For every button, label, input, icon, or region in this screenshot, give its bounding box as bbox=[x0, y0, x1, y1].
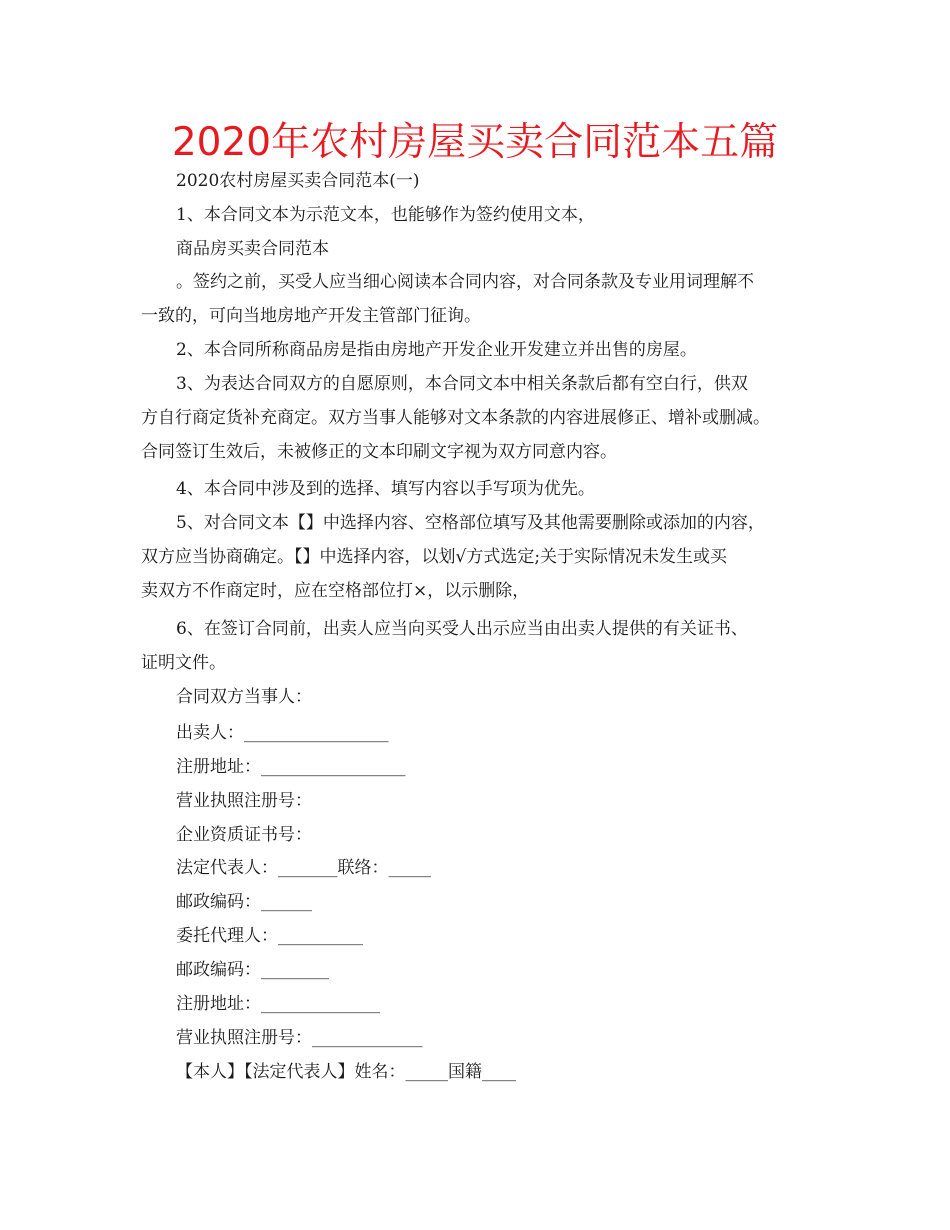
paragraph-line: 5、对合同文本【】中选择内容、空格部位填写及其他需要删除或添加的内容， bbox=[176, 513, 765, 533]
section-heading: 2020农村房屋买卖合同范本(一) bbox=[176, 171, 420, 191]
document-title: 2020年农村房屋买卖合同范本五篇 bbox=[171, 120, 779, 165]
paragraph-line: 2、本合同所称商品房是指由房地产开发企业开发建立并出售的房屋。 bbox=[176, 340, 697, 360]
form-field: 邮政编码：______ bbox=[176, 892, 312, 912]
form-field: 【本人】【法定代表人】姓名：_____国籍____ bbox=[176, 1062, 516, 1082]
form-field: 注册地址：_________________ bbox=[176, 757, 406, 777]
form-label: 合同双方当事人： bbox=[176, 687, 312, 707]
form-field: 出卖人：_________________ bbox=[176, 723, 389, 743]
form-field: 邮政编码：________ bbox=[176, 960, 329, 980]
paragraph-line: 。签约之前，买受人应当细心阅读本合同内容，对合同条款及专业用词理解不 bbox=[176, 272, 754, 292]
form-field: 营业执照注册号： bbox=[176, 791, 312, 811]
paragraph-line: 1、本合同文本为示范文本，也能够作为签约使用文本， bbox=[176, 205, 595, 225]
form-field: 法定代表人：_______联络：_____ bbox=[176, 858, 431, 878]
form-field: 企业资质证书号： bbox=[176, 825, 312, 845]
paragraph-line: 卖双方不作商定时，应在空格部位打×，以示删除， bbox=[141, 581, 530, 601]
paragraph-line: 3、为表达合同双方的自愿原则，本合同文本中相关条款后都有空白行，供双 bbox=[176, 374, 748, 394]
paragraph-line: 合同签订生效后，未被修正的文本印刷文字视为双方同意内容。 bbox=[141, 442, 617, 462]
paragraph-line: 6、在签订合同前，出卖人应当向买受人出示应当由出卖人提供的有关证书、 bbox=[176, 619, 748, 639]
form-field: 营业执照注册号：_____________ bbox=[176, 1028, 423, 1048]
paragraph-line: 双方应当协商确定。【】中选择内容，以划√方式选定;关于实际情况未发生或买 bbox=[141, 547, 728, 567]
paragraph-line: 方自行商定货补充商定。双方当事人能够对文本条款的内容进展修正、增补或删减。 bbox=[141, 408, 770, 428]
paragraph-line: 4、本合同中涉及到的选择、填写内容以手写项为优先。 bbox=[176, 479, 595, 499]
form-field: 委托代理人：__________ bbox=[176, 926, 363, 946]
paragraph-line: 商品房买卖合同范本 bbox=[176, 239, 329, 259]
form-field: 注册地址：______________ bbox=[176, 994, 380, 1014]
paragraph-line: 证明文件。 bbox=[141, 653, 226, 673]
paragraph-line: 一致的，可向当地房地产开发主管部门征询。 bbox=[141, 306, 481, 326]
